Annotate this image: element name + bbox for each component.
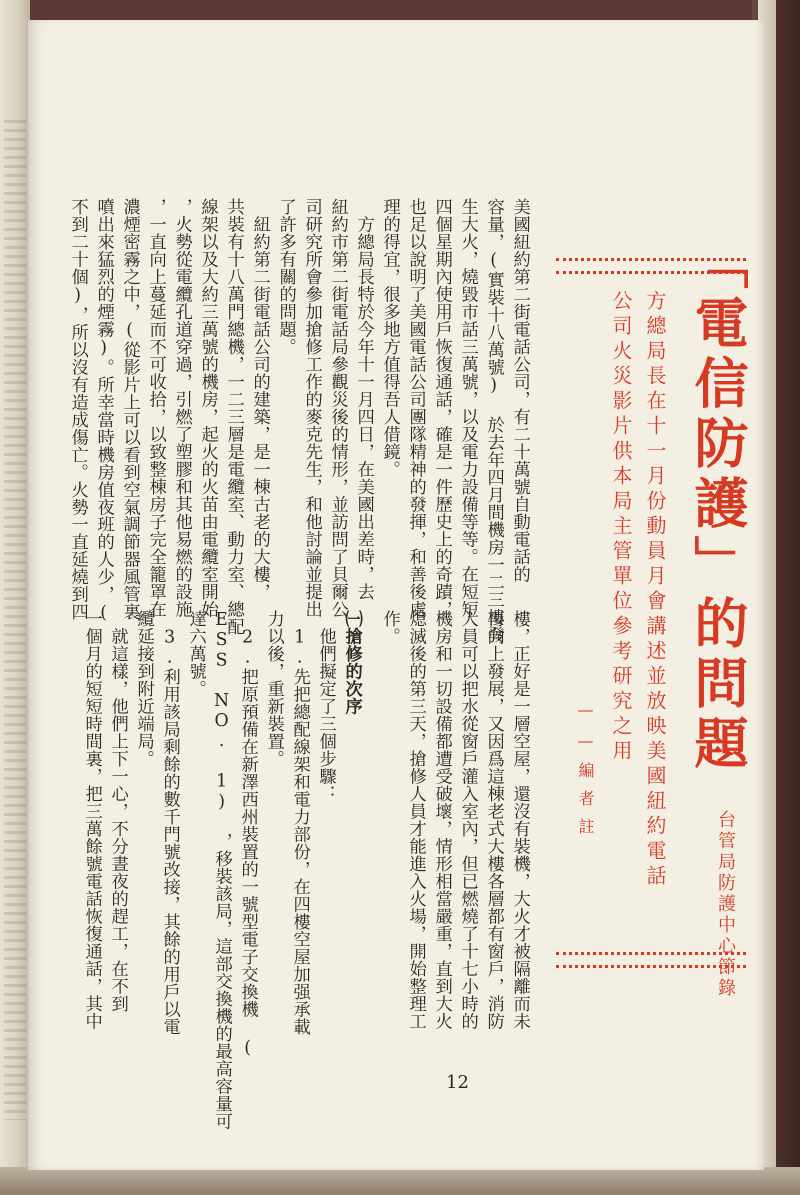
- text-column: 就這樣，他們上下一心，不分晝夜的趕工，在不到: [107, 610, 128, 1013]
- text-column: ESS NO. 1) ，移裝該局，這部交換機的最高容量可: [211, 610, 232, 1130]
- text-column: 共裝有十八萬門總機，一二三層是電纜室、動力室、總配: [223, 198, 244, 636]
- text-column: 生大火，燒毀市話三萬號，以及電力設備等等。在短短: [457, 198, 478, 618]
- source-credit: 台管局防護中心節錄: [715, 810, 736, 999]
- text-column: 纜延接到附近端局。: [133, 610, 154, 768]
- text-column: 線架以及大約三萬號的機房，起火的火苗由電纜室開始: [197, 198, 218, 618]
- document-page: [28, 20, 764, 1170]
- subtitle-line-2: 公司火災影片供本局主管單位參考研究之用: [609, 290, 633, 765]
- text-column: 樓，正好是一層空屋，還沒有裝機，大火才被隔離而未: [509, 610, 530, 1030]
- text-column: 3.利用該局剩餘的數千門號改接，其餘的用戶以電: [159, 610, 180, 1036]
- text-column: 作。: [379, 610, 400, 645]
- subtitle-line-1: 方總局長在十一月份動員月會講述並放映美國紐約電話: [643, 290, 667, 890]
- book-binding-bottom: [0, 1167, 800, 1195]
- text-column: 力以後，重新裝置。: [263, 610, 284, 768]
- book-binding-left: [0, 0, 30, 1195]
- text-column: 美國紐約第二街電話公司，有二十萬號自動電話的: [509, 198, 530, 583]
- text-column: 也足以說明了美國電話公司團隊精神的發揮，和善後處: [405, 198, 426, 618]
- text-column: 濃煙密霧之中，(從影片上可以看到空氣調節器風管裏: [119, 198, 140, 621]
- text-column: 理的得宜，很多地方值得吾人借鏡。: [379, 198, 400, 478]
- text-column: 方總局長特於今年十一月四日，在美國出差時，去: [353, 198, 374, 601]
- text-column: 2.把原預備在新澤西州裝置的一號型電子交換機 (: [237, 610, 258, 1059]
- text-column: 了許多有關的問題。: [275, 198, 296, 356]
- text-column: 司研究所會參加搶修工作的麥克先生，和他討論並提出: [301, 198, 322, 618]
- text-column: 紐約市第二街電話局參觀災後的情形，並訪問了貝爾公: [327, 198, 348, 618]
- title-divider-top: [556, 258, 746, 274]
- text-column: 容量，(實裝十八萬號) 於去年四月間機房一二三樓發: [483, 198, 504, 644]
- text-column: 不到二十個)，所以沒有造成傷亡。火勢一直延燒到四: [67, 198, 88, 621]
- text-column: 一個月的短短時間裏，把三萬餘號電話恢復通話，其中: [81, 610, 102, 1030]
- text-column: 1.先把總配線架和電力部份，在四樓空屋加强承載: [289, 610, 310, 1036]
- facing-page-ghost-text: [4, 120, 26, 1120]
- text-column: 熄滅後的第三天，搶修人員才能進入火場，開始整理工: [405, 610, 426, 1030]
- editor-note: ——編者註: [576, 700, 595, 846]
- text-column: 四個星期內使用戶恢復通話，確是一件歷史上的奇蹟，: [431, 198, 452, 618]
- text-column: 噴出來猛烈的煙霧)。所幸當時機房值夜班的人少，(: [93, 198, 114, 624]
- text-column: 他們擬定了三個步驟：: [315, 610, 336, 803]
- text-column: ，火勢從電纜孔道穿過，引燃了塑膠和其他易燃的設施: [171, 198, 192, 618]
- text-column: 機房和一切設備都遭受破壞，情形相當嚴重，直到大火: [431, 610, 452, 1030]
- text-column: 紐約第二街電話公司的建築，是一棟古老的大樓，: [249, 198, 270, 601]
- text-column: 達六萬號。: [185, 610, 206, 698]
- text-column: 人員可以把水從窗戶灌入室內，但已燃燒了十七小時的: [457, 610, 478, 1030]
- text-column: ，一直向上蔓延而不可收拾，以致整棟房子完全籠罩在: [145, 198, 166, 618]
- article-title: 「電信防護」的問題: [686, 235, 750, 775]
- text-column: 再向上發展，又因爲這棟老式大樓各層都有窗戶，消防: [483, 610, 504, 1030]
- section-heading: ㈠搶修的次序: [341, 610, 362, 715]
- page-number: 12: [446, 1072, 469, 1093]
